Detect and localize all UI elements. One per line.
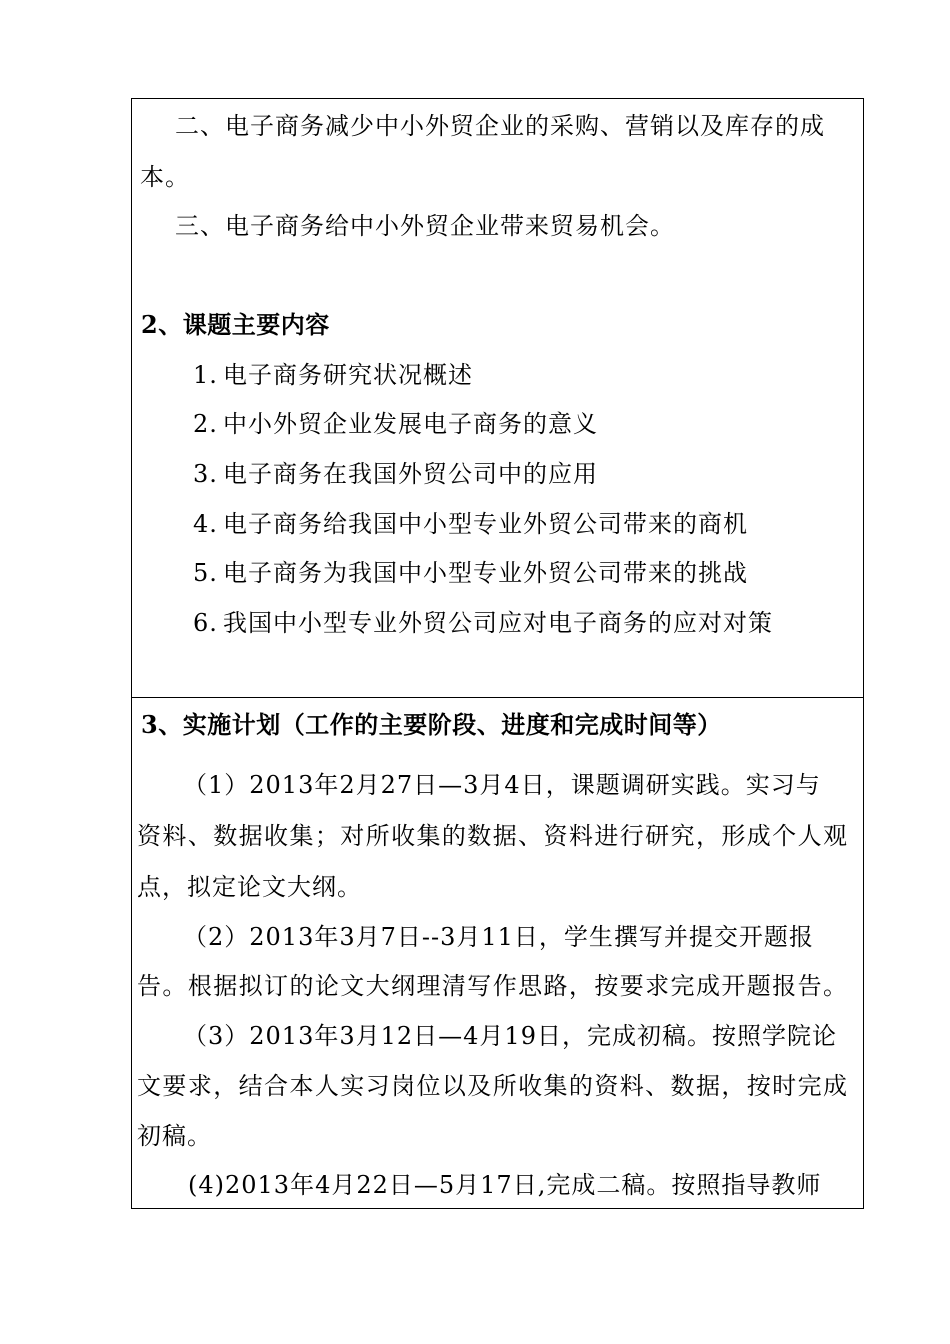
list-item-text: 电子商务在我国外贸公司中的应用: [223, 460, 598, 488]
list-item-number: 6.: [193, 609, 218, 637]
list-item-text: 中小外贸企业发展电子商务的意义: [223, 410, 598, 438]
plan-p3-line1: （3）2013年3月12日—4月19日，完成初稿。按照学院论: [183, 1022, 837, 1050]
list-item: [193, 608, 773, 638]
plan-p1-line2: 资料、数据收集；对所收集的数据、资料进行研究，形成个人观: [137, 822, 847, 850]
section1-para2-line2: 本。: [140, 163, 190, 191]
list-item: [193, 509, 748, 539]
list-item: [193, 409, 598, 439]
list-item: [193, 459, 598, 489]
list-item-text: 电子商务研究状况概述: [223, 361, 473, 389]
list-item: [193, 558, 748, 588]
list-item-number: 3.: [193, 460, 218, 488]
plan-p3-line2: 文要求，结合本人实习岗位以及所收集的资料、数据，按时完成: [137, 1072, 847, 1100]
plan-p4-line1: (4)2013年4月22日—5月17日,完成二稿。按照指导教师: [188, 1171, 822, 1199]
plan-p3-line3: 初稿。: [137, 1122, 212, 1150]
plan-p1-line1: （1）2013年2月27日—3月4日，课题调研实践。实习与: [183, 771, 821, 799]
list-item-text: 电子商务给我国中小型专业外贸公司带来的商机: [223, 510, 748, 538]
list-item-number: 5.: [193, 559, 218, 587]
plan-p2-line1: （2）2013年3月7日--3月11日，学生撰写并提交开题报: [183, 923, 814, 951]
plan-p2-line2: 告。根据拟订的论文大纲理清写作思路，按要求完成开题报告。: [137, 972, 847, 1000]
list-item-text: 电子商务为我国中小型专业外贸公司带来的挑战: [223, 559, 748, 587]
list-item-number: 4.: [193, 510, 218, 538]
plan-p1-line3: 点，拟定论文大纲。: [137, 873, 362, 901]
list-item-number: 2.: [193, 410, 218, 438]
list-item-number: 1.: [193, 361, 218, 389]
list-item-text: 我国中小型专业外贸公司应对电子商务的应对对策: [223, 609, 773, 637]
section1-para3: 三、电子商务给中小外贸企业带来贸易机会。: [175, 212, 675, 240]
list-item: [193, 360, 473, 390]
table-row-divider: [132, 697, 863, 698]
section2-heading: 2、课题主要内容: [141, 310, 330, 339]
section1-para2-line1: 二、电子商务减少中小外贸企业的采购、营销以及库存的成: [175, 112, 825, 140]
section3-heading: 3、实施计划（工作的主要阶段、进度和完成时间等）: [141, 710, 722, 739]
